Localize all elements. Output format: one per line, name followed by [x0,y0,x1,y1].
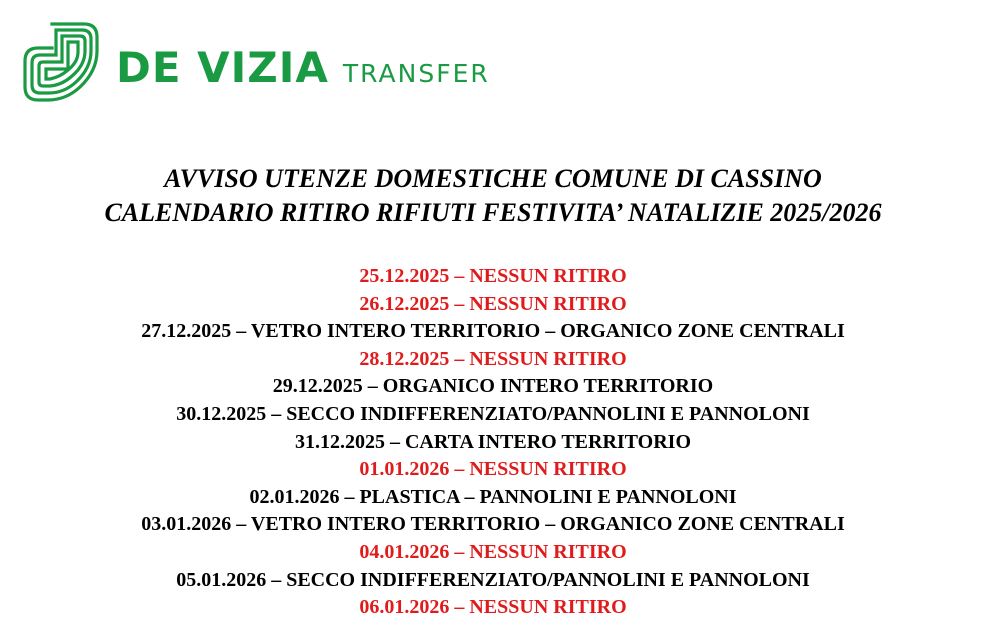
de-vizia-logo-icon [22,21,100,103]
schedule-entry: 28.12.2025 – NESSUN RITIRO [359,347,627,370]
schedule-entry: 06.01.2026 – NESSUN RITIRO [359,596,627,619]
schedule-entry: 29.12.2025 – ORGANICO INTERO TERRITORIO [272,375,714,398]
schedule-entry: 02.01.2026 – PLASTICA – PANNOLINI E PANNOLONI [249,485,737,508]
schedule-entry: 01.01.2026 – NESSUN RITIRO [359,458,627,481]
company-logo [22,21,490,103]
schedule-entry: 26.12.2025 – NESSUN RITIRO [359,292,627,315]
schedule-entry: 27.12.2025 – VETRO INTERO TERRITORIO – ORGANICO ZONE CENTRALI [141,320,845,343]
brand-subtitle: TRANSFER [342,58,490,88]
notice-title-line-1: AVVISO UTENZE DOMESTICHE COMUNE DI CASSINO [164,164,822,193]
collection-schedule [0,263,986,622]
notice-title [0,162,986,230]
schedule-entry: 05.01.2026 – SECCO INDIFFERENZIATO/PANNOLINI E PANNOLONI [176,568,810,591]
schedule-entry: 30.12.2025 – SECCO INDIFFERENZIATO/PANNOLINI E PANNOLONI [176,402,810,425]
brand-name: DE VIZIA [116,42,329,92]
schedule-entry: 31.12.2025 – CARTA INTERO TERRITORIO [294,430,692,453]
brand-wordmark [116,43,490,92]
schedule-entry: 03.01.2026 – VETRO INTERO TERRITORIO – ORGANICO ZONE CENTRALI [141,513,845,536]
notice-title-line-2: CALENDARIO RITIRO RIFIUTI FESTIVITA’ NATALIZIE 2025/2026 [104,198,882,227]
schedule-entry: 25.12.2025 – NESSUN RITIRO [359,265,627,287]
schedule-entry: 04.01.2026 – NESSUN RITIRO [359,540,627,563]
